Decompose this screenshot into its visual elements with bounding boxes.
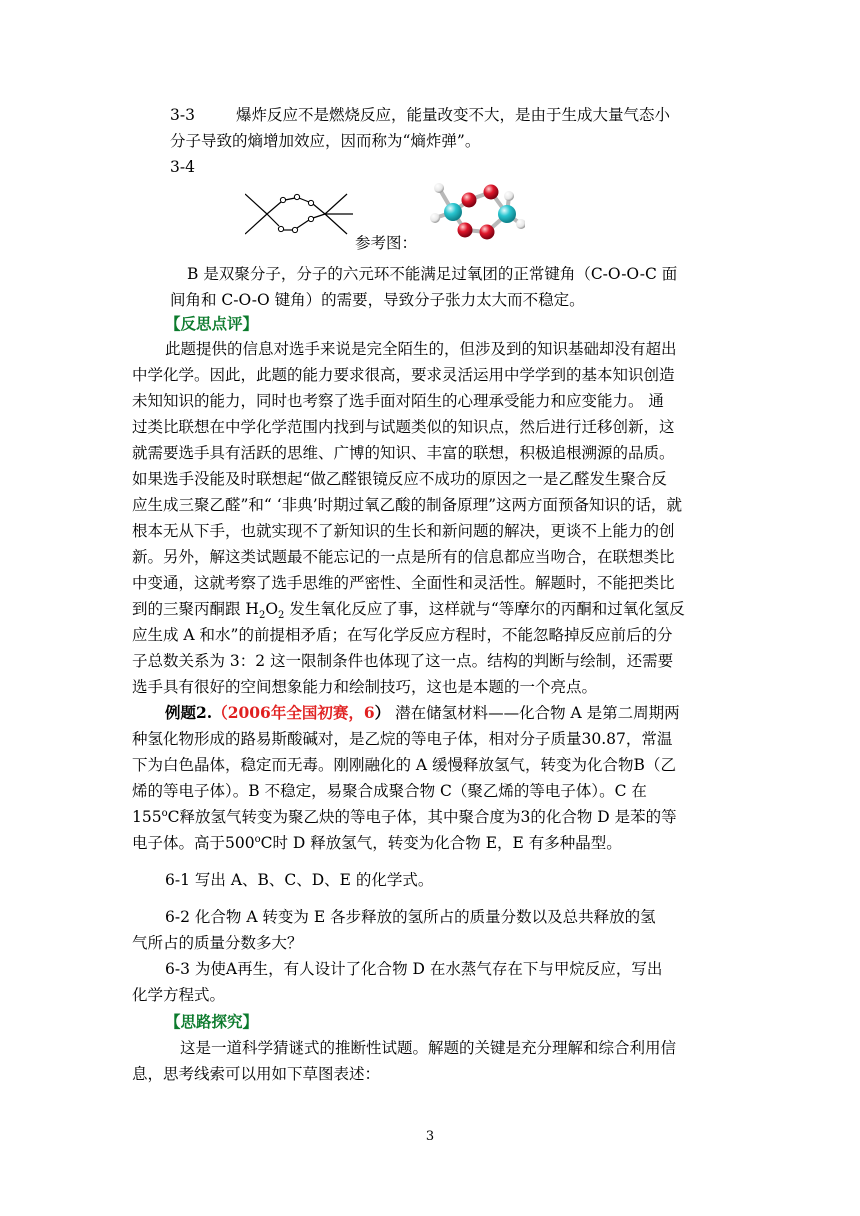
reflection-heading: 【反思点评】 [165,314,259,333]
section-3-4-paragraph-line2: 间角和 C-O-O 键角）的需要，导致分子张力太大而不稳定。 [170,291,585,309]
page-number: 3 [425,1129,435,1144]
carbon-atom [444,203,462,221]
reflection-line: 此题提供的信息对选手来说是完全陌生的，但涉及到的知识基础却没有超出 [165,340,677,358]
oxygen-atom [462,193,477,208]
section-3-4-paragraph-line1: B 是双聚分子，分子的六元环不能满足过氧团的正常键角（C-O-O-C 面 [187,265,678,283]
reflection-line: 未知知识的能力，同时也考察了选手面对陌生的心理承受能力和应变能力。 通 [132,392,664,410]
reflection-line: 选手具有很好的空间想象能力和绘制技巧，这也是本题的一个亮点。 [132,678,598,696]
hydrogen-atom [434,183,444,193]
hydrogen-atom [504,191,514,201]
hydrogen-atom [430,213,440,223]
section-3-3-text-line2: 分子导致的熵增加效应，因而称为“熵炸弹”。 [170,132,481,150]
reflection-line: 根本无从下手，也就实现不了新知识的生长和新问题的解决，更谈不上能力的创 [132,522,675,540]
oxygen-atom [308,200,313,205]
reflection-line: 应生成三聚乙醛”和“ ‘非典’时期过氧乙酸的制备原理”这两方面预备知识的话，就 [132,496,683,514]
example-source: 2006年全国初赛，6 [227,703,375,722]
oxygen-atom [484,185,499,200]
ball-and-stick-model [425,178,525,250]
oxygen-atom [294,194,299,199]
question-6-3-line2: 化学方程式。 [132,986,226,1004]
section-3-3-label: 3-3 [170,106,195,124]
reflection-line: 如果选手没能及时联想起“做乙醛银镜反应不成功的原因之一是乙醛发生聚合反 [132,470,667,488]
reflection-line: 就需要选手具有活跃的思维、广博的知识、丰富的联想，积极追根溯源的品质。 [132,444,675,462]
cyclic-peroxide-structure [245,190,355,242]
example-2-line: 155$^o$C释放氢气转变为聚乙炔的等电子体，其中聚合度为3的化合物 D 是苯的等 [132,807,677,826]
reflection-line: 过类比联想在中学化学范围内找到与试题类似的知识点，然后进行迁移创新，这 [132,418,675,436]
question-6-2-line2: 气所占的质量分数多大？ [132,934,303,952]
example-title: 例题2. [165,703,213,722]
question-6-2-line1: 6-2 化合物 A 转变为 E 各步释放的氢所占的质量分数以及总共释放的氢 [165,908,656,926]
section-3-4-label: 3-4 [170,158,195,176]
reference-figure-label: 参考图： [355,234,418,252]
oxygen-atom [280,197,285,202]
exploration-line1: 这是一道科学猜谜式的推断性试题。解题的关键是充分理解和综合利用信 [180,1039,677,1057]
reflection-line: 中变通，这就考察了选手思维的严密性、全面性和灵活性。解题时，不能把类比 [132,574,675,592]
reflection-line: 新。另外，解这类试题最不能忘记的一点是所有的信息都应当吻合，在联想类比 [132,548,675,566]
oxygen-atom [480,225,495,240]
oxygen-atom [278,226,283,231]
exploration-heading: 【思路探究】 [165,1012,259,1031]
example-2-line: 下为白色晶体，稳定而无毒。刚刚融化的 A 缓慢释放氢气，转变为化合物B（乙 [132,756,676,774]
example-2-line: 烯的等电子体）。B 不稳定，易聚合成聚合物 C（聚乙烯的等电子体）。C 在 [132,782,647,800]
reflection-line: 应生成 A 和水”的前提相矛盾；在写化学反应方程时，不能忽略掉反应前后的分 [132,626,673,644]
example-2-line1: 例题2.（2006年全国初赛，6） 潜在储氢材料——化合物 A 是第二周期两 [165,703,680,722]
reflection-line: 子总数关系为 3：2 这一限制条件也体现了这一点。结构的判断与绘制，还需要 [132,652,674,670]
carbon-atom [498,205,516,223]
section-3-3-text-line1: 爆炸反应不是燃烧反应，能量改变不大，是由于生成大量气态小 [236,106,671,124]
oxygen-atom [292,227,297,232]
oxygen-atom [458,223,473,238]
example-2-line: 电子体。高于500$^o$C时 D 释放氢气，转变为化合物 E，E 有多种晶型。 [132,833,622,852]
reflection-line-h2o2: 到的三聚丙酮跟 $H_2O_2$ 发生氧化反应了事，这样就与“等摩尔的丙酮和过氧化氢反 [132,600,685,622]
example-2-line: 种氢化物形成的路易斯酸碱对，是乙烷的等电子体，相对分子质量30.87，常温 [132,730,673,748]
question-6-1: 6-1 写出 A、B、C、D、E 的化学式。 [165,871,434,889]
exploration-line2: 息，思考线索可以用如下草图表述： [132,1065,381,1083]
oxygen-atom [308,216,313,221]
reflection-line: 中学化学。因此，此题的能力要求很高，要求灵活运用中学学到的基本知识创造 [132,366,675,384]
question-6-3-line1: 6-3 为使A再生，有人设计了化合物 D 在水蒸气存在下与甲烷反应，写出 [165,960,663,978]
